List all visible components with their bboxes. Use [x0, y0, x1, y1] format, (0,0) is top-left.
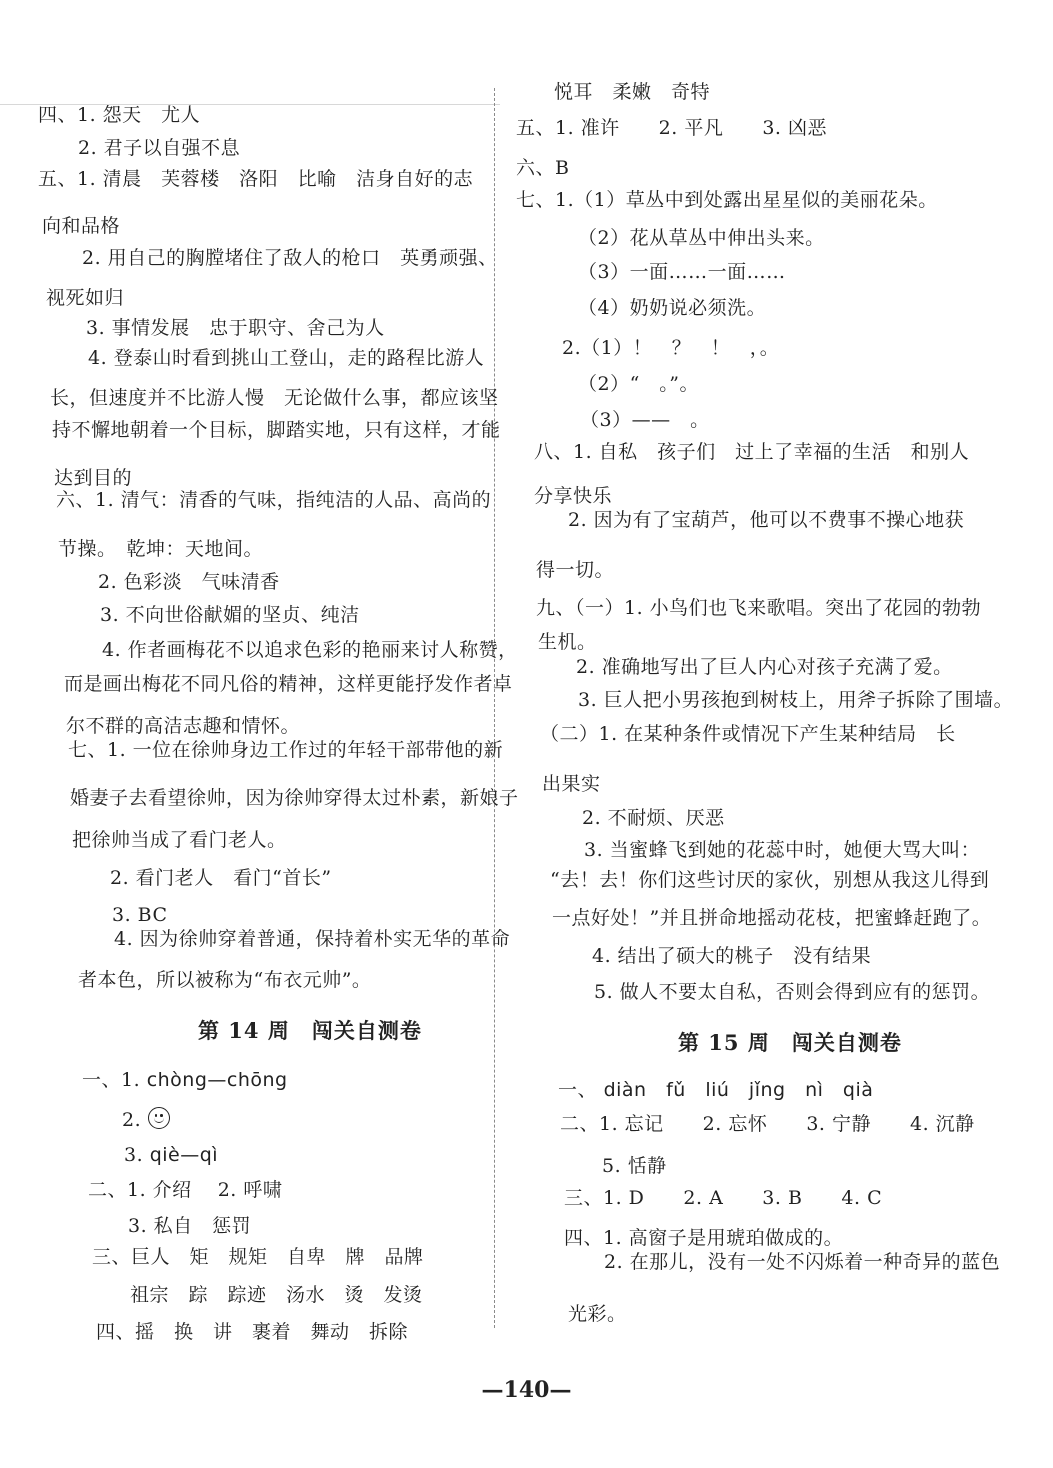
answer-line: 生机。	[538, 631, 597, 653]
answer-line: 一点好处！”并且拼命地摇动花枝，把蜜蜂赶跑了。	[552, 907, 992, 929]
week14-heading: 第 14 周 闯关自测卷	[198, 1018, 422, 1043]
answer-line: 三、1. D 2. A 3. B 4. C	[564, 1187, 883, 1209]
answer-line: 3. 当蜜蜂飞到她的花蕊中时，她便大骂大叫：	[584, 839, 981, 861]
answer-line: 2. 看门老人 看门“首长”	[110, 867, 332, 889]
answer-line: 2. 因为有了宝葫芦，他可以不费事不操心地获	[568, 509, 965, 531]
answer-line: 把徐帅当成了看门老人。	[72, 829, 287, 851]
answer-line: 4. 登泰山时看到挑山工登山，走的路程比游人	[88, 347, 485, 369]
answer-line: 2. 色彩淡 气味清香	[98, 571, 280, 593]
answer-line: 八、1. 自私 孩子们 过上了幸福的生活 和别人	[534, 441, 970, 463]
answer-line: 六、B	[516, 157, 570, 179]
answer-line: （4）奶奶说必须洗。	[578, 297, 767, 319]
answer-line: 得一切。	[536, 559, 615, 581]
answer-line: 三、巨人 矩 规矩 自卑 牌 品牌	[92, 1246, 424, 1268]
answer-line: 婚妻子去看望徐帅，因为徐帅穿得太过朴素，新娘子	[70, 787, 519, 809]
answer-line: 七、1. 一位在徐帅身边工作过的年轻干部带他的新	[68, 739, 504, 761]
answer-line: 者本色，所以被称为“布衣元帅”。	[78, 969, 372, 991]
smiley-icon	[148, 1107, 170, 1129]
answer-line: 4. 结出了硕大的桃子 没有结果	[592, 945, 872, 967]
answer-line: 九、（一）1. 小鸟们也飞来歌唱。突出了花园的勃勃	[536, 597, 982, 619]
answer-line: 2. 用自己的胸膛堵住了敌人的枪口 英勇顽强、	[82, 247, 498, 269]
answer-line: 5. 恬静	[602, 1155, 667, 1177]
answer-line: 六、1. 清气：清香的气味，指纯洁的人品、高尚的	[56, 489, 492, 511]
answer-line: 尔不群的高洁志趣和情怀。	[66, 715, 301, 737]
answer-line: 达到目的	[54, 467, 133, 489]
answer-line: 光彩。	[568, 1303, 627, 1325]
answer-line: （3）—— 。	[580, 409, 710, 431]
week14-q1-line	[82, 1068, 288, 1092]
answer-line: 而是画出梅花不同凡俗的精神，这样更能抒发作者卓	[64, 673, 513, 695]
answer-line: 2. 不耐烦、厌恶	[582, 807, 725, 829]
answer-line: 节操。 乾坤：天地间。	[58, 538, 264, 560]
answer-line: 4. 作者画梅花不以追求色彩的艳丽来讨人称赞，	[102, 639, 518, 661]
answer-line: 五、1. 准许 2. 平凡 3. 凶恶	[516, 117, 828, 139]
answer-line: 3. BC	[112, 904, 168, 926]
answer-line: （2）花从草丛中伸出头来。	[578, 227, 825, 249]
question-label: 3.	[124, 1144, 144, 1166]
answer-line: 3. 巨人把小男孩抱到树枝上，用斧子拆除了围墙。	[578, 689, 1014, 711]
answer-line: 4. 因为徐帅穿着普通，保持着朴实无华的革命	[114, 928, 511, 950]
question-label: 一、1.	[82, 1069, 141, 1091]
answer-line: 3. 事情发展 忠于职守、舍己为人	[86, 317, 385, 339]
answer-line: 悦耳 柔嫩 奇特	[554, 81, 711, 103]
answer-line: （3）一面……一面……	[578, 261, 786, 283]
week15-heading: 第 15 周 闯关自测卷	[678, 1030, 902, 1055]
week14-q1-2-line	[122, 1107, 170, 1132]
answer-line: 二、1. 介绍 2. 呼啸	[88, 1179, 283, 1201]
answer-line: 分享快乐	[534, 485, 613, 507]
answer-line: 四、摇 换 讲 裹着 舞动 拆除	[96, 1321, 409, 1343]
answer-line: （二）1. 在某种条件或情况下产生某种结局 长	[540, 723, 956, 745]
answer-line: （2）“ 。”。	[578, 373, 700, 395]
answer-line: 2. 在那儿，没有一处不闪烁着一种奇异的蓝色	[604, 1251, 1001, 1273]
answer-line: 长，但速度并不比游人慢 无论做什么事，都应该坚	[50, 387, 499, 409]
answer-line: 二、1. 忘记 2. 忘怀 3. 宁静 4. 沉静	[560, 1113, 975, 1135]
answer-line: 七、1.（1）草丛中到处露出星星似的美丽花朵。	[516, 189, 938, 211]
answer-line: 祖宗 踪 踪迹 汤水 烫 发烫	[130, 1284, 423, 1306]
page-number: —140—	[481, 1377, 572, 1403]
answer-line: 2. 准确地写出了巨人内心对孩子充满了爱。	[576, 656, 953, 678]
answer-line: 持不懈地朝着一个目标，脚踏实地，只有这样，才能	[52, 419, 501, 441]
answer-line: 向和品格	[42, 215, 121, 237]
question-label: 一、	[558, 1079, 598, 1101]
answer-line: 3. 不向世俗献媚的坚贞、纯洁	[100, 604, 360, 626]
question-label: 2.	[122, 1109, 142, 1131]
answer-line: 四、1. 怨天 尤人	[38, 104, 201, 126]
column-divider	[494, 88, 495, 1328]
answer-line: 5. 做人不要太自私，否则会得到应有的惩罚。	[594, 981, 991, 1003]
pinyin-answer: chòng—chōng	[146, 1069, 288, 1091]
pinyin-answer: diàn fǔ liú jǐng nì qià	[603, 1079, 874, 1101]
answer-line: 出果实	[542, 773, 601, 795]
answer-line: “去！去！你们这些讨厌的家伙，别想从我这儿得到	[550, 869, 990, 891]
answer-line: 视死如归	[46, 287, 125, 309]
answer-line: 2. 君子以自强不息	[78, 137, 241, 159]
answer-line: 3. 私自 惩罚	[128, 1215, 252, 1237]
answer-line: 五、1. 清晨 芙蓉楼 洛阳 比喻 洁身自好的志	[38, 168, 474, 190]
week15-q1-line	[558, 1078, 873, 1102]
answer-line: 2.（1）！ ？ ！ ，。	[562, 337, 780, 359]
pinyin-answer: qiè—qì	[149, 1144, 219, 1166]
answer-line: 四、1. 高窗子是用琥珀做成的。	[564, 1227, 844, 1249]
week14-q1-3-line	[124, 1143, 218, 1167]
